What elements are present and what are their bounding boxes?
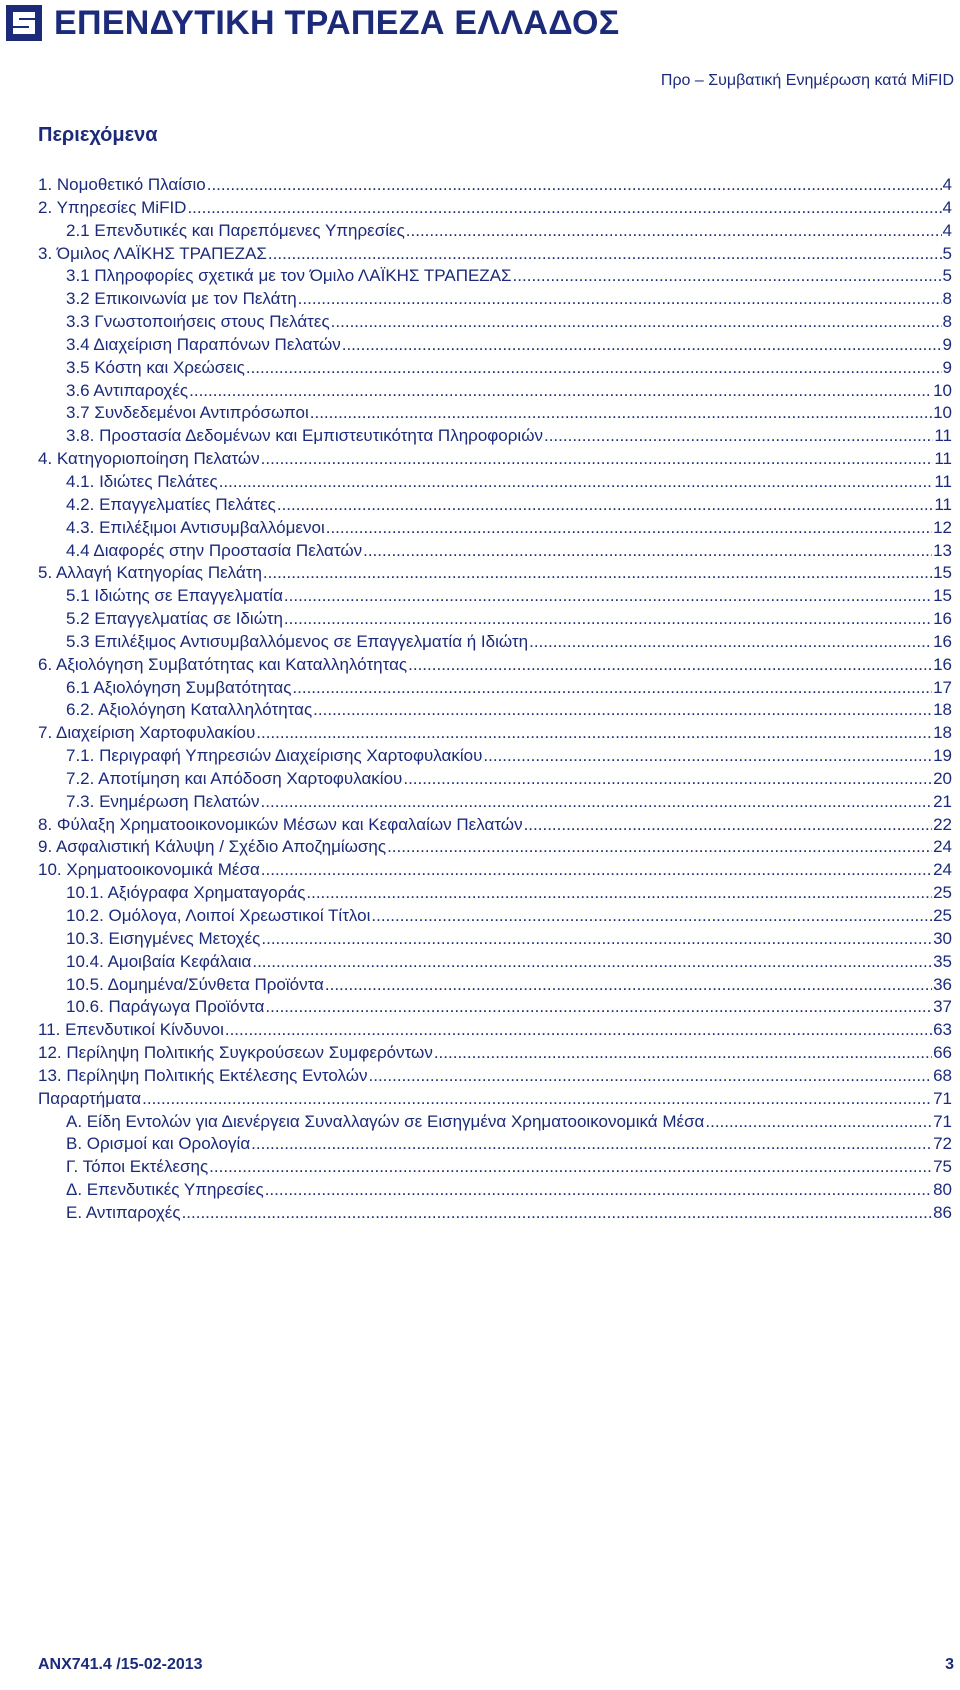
toc-entry-label: 10.5. Δομημένα/Σύνθετα Προϊόντα [66,974,324,994]
toc-entry[interactable] [38,905,952,928]
toc-entry-label: 12. Περίληψη Πολιτικής Συγκρούσεων Συμφερόντων [38,1043,433,1063]
toc-entry-label: 2. Υπηρεσίες MiFID [38,197,187,217]
toc-entry-label: 4. Κατηγοριοποίηση Πελατών [38,449,260,469]
toc-dot-leader [187,197,941,219]
toc-dot-leader [387,836,932,858]
toc-entry-label: 4.4 Διαφορές στην Προστασία Πελατών [66,540,363,560]
toc-entry-page: 15 [933,586,952,606]
toc-dot-leader [261,448,934,470]
toc-entry-page: 18 [933,700,952,720]
document-code: ANX741.4 /15-02-2013 [38,1656,203,1673]
toc-entry-label: 10.2. Ομόλογα, Λοιποί Χρεωστικοί Τίτλοι [66,906,371,925]
toc-entry-label: 8. Φύλαξη Χρηματοοικονομικών Μέσων και Κεφαλαίων Πελατών [38,814,523,834]
toc-entry[interactable] [38,1133,952,1156]
toc-entry[interactable] [38,334,952,357]
toc-entry[interactable] [38,220,952,243]
toc-entry[interactable] [38,1111,952,1134]
toc-entry[interactable] [38,517,952,540]
toc-entry-page: 16 [933,631,952,651]
toc-entry[interactable] [38,928,952,951]
toc-entry[interactable] [38,814,952,837]
toc-dot-leader [182,1202,933,1224]
toc-entry[interactable] [38,174,952,197]
toc-dot-leader [265,1179,932,1201]
toc-dot-leader [326,517,932,539]
toc-entry-page: 22 [933,814,952,834]
toc-entry-label: 5. Αλλαγή Κατηγορίας Πελάτη [38,563,262,583]
toc-entry[interactable] [38,380,952,403]
toc-dot-leader [277,494,934,516]
toc-title: Περιεχόμενα [38,124,158,146]
toc-dot-leader [403,768,932,790]
toc-entry-page: 30 [933,928,952,948]
toc-entry[interactable] [38,608,952,631]
toc-entry[interactable] [38,768,952,791]
toc-entry-page: 15 [933,563,952,583]
toc-entry-page: 9 [942,357,952,377]
toc-dot-leader [265,996,932,1018]
toc-entry-label: 3.6 Αντιπαροχές [66,380,189,400]
toc-dot-leader [513,265,942,287]
toc-entry[interactable] [38,951,952,974]
toc-entry-page: 71 [933,1111,952,1131]
toc-entry[interactable] [38,243,952,266]
toc-entry-label: 13. Περίληψη Πολιτικής Εκτέλεσης Εντολών [38,1065,368,1085]
page-header [6,4,620,42]
page-number: 3 [945,1656,954,1673]
toc-entry-label: 11. Επενδυτικοί Κίνδυνοι [38,1020,224,1040]
toc-entry-label: 6.1 Αξιολόγηση Συμβατότητας [66,677,292,697]
toc-entry-label: 4.3. Επιλέξιμοι Αντισυμβαλλόμενοι [66,517,325,537]
toc-entry-page: 16 [933,654,952,674]
toc-entry[interactable] [38,197,952,220]
toc-dot-leader [292,677,932,699]
toc-entry[interactable] [38,1019,952,1042]
toc-entry-page: 8 [942,289,952,309]
toc-entry-page: 80 [933,1180,952,1200]
bank-name: ΕΠΕΝΔΥΤΙΚΗ ΤΡΑΠΕΖΑ ΕΛΛΑΔΟΣ [54,3,620,42]
toc-dot-leader [306,882,932,904]
toc-entry-label: 3.7 Συνδεδεμένοι Αντιπρόσωποι [66,403,309,423]
toc-entry-page: 86 [933,1202,952,1222]
toc-entry-label: 3.5 Κόστη και Χρεώσεις [66,357,245,377]
toc-entry-label: Β. Ορισμοί και Ορολογία [66,1134,251,1154]
toc-entry[interactable] [38,448,952,471]
toc-entry-label: Ε. Αντιπαροχές [66,1202,181,1222]
toc-entry[interactable] [38,471,952,494]
toc-dot-leader [268,243,942,265]
toc-entry-page: 11 [934,426,952,446]
toc-entry[interactable] [38,562,952,585]
toc-entry[interactable] [38,745,952,768]
toc-dot-leader [252,951,932,973]
toc-dot-leader [209,1156,932,1178]
toc-dot-leader [261,791,933,813]
toc-dot-leader [342,334,942,356]
toc-entry-page: 71 [933,1088,952,1108]
toc-entry-label: 3. Όμιλος ΛΑΪΚΗΣ ΤΡΑΠΕΖΑΣ [38,243,267,263]
toc-entry-page: 21 [933,791,952,811]
toc-dot-leader [284,585,932,607]
toc-entry[interactable] [38,1042,952,1065]
toc-dot-leader [261,859,932,881]
toc-entry[interactable] [38,654,952,677]
toc-entry-page: 25 [933,883,952,903]
table-of-contents [38,174,952,1225]
toc-entry[interactable] [38,699,952,722]
toc-entry-label: Γ. Τόποι Εκτέλεσης [66,1157,209,1177]
toc-entry-page: 18 [933,723,952,743]
toc-entry-page: 66 [933,1043,952,1063]
toc-entry[interactable] [38,791,952,814]
toc-entry-label: 7. Διαχείριση Χαρτοφυλακίου [38,723,256,743]
toc-dot-leader [313,699,932,721]
toc-entry-page: 8 [942,312,952,332]
toc-entry-page: 12 [933,517,952,537]
toc-entry-page: 10 [933,403,952,423]
toc-entry[interactable] [38,585,952,608]
toc-entry-label: 4.1. Ιδιώτες Πελάτες [66,471,218,491]
toc-entry[interactable] [38,996,952,1019]
toc-entry-page: 4 [942,175,952,194]
toc-dot-leader [434,1042,932,1064]
toc-entry-label: Δ. Επενδυτικές Υπηρεσίες [66,1180,264,1200]
toc-entry[interactable] [38,1202,952,1225]
toc-entry[interactable] [38,1156,952,1179]
toc-dot-leader [251,1133,932,1155]
toc-dot-leader [261,928,932,950]
toc-dot-leader [483,745,932,767]
toc-entry-label: 5.1 Ιδιώτης σε Επαγγελματία [66,586,283,606]
toc-entry-page: 24 [933,837,952,857]
toc-entry-label: 9. Ασφαλιστική Κάλυψη / Σχέδιο Αποζημίωσης [38,837,387,857]
toc-entry-page: 20 [933,768,952,788]
toc-entry-label: 5.2 Επαγγελματίας σε Ιδιώτη [66,609,283,629]
toc-entry-page: 11 [934,449,952,469]
toc-entry[interactable] [38,1065,952,1088]
toc-entry[interactable] [38,402,952,425]
toc-entry[interactable] [38,836,952,859]
toc-entry-label: 10.3. Εισηγμένες Μετοχές [66,928,261,948]
toc-entry[interactable] [38,425,952,448]
toc-entry-label: 6. Αξιολόγηση Συμβατότητας και Καταλληλότητας [38,654,408,674]
toc-entry-page: 5 [942,266,952,286]
toc-entry-page: 72 [933,1134,952,1154]
toc-entry-page: 9 [942,334,952,354]
toc-dot-leader [369,1065,933,1087]
toc-entry[interactable] [38,540,952,563]
toc-entry[interactable] [38,288,952,311]
toc-dot-leader [189,380,932,402]
toc-entry-label: 5.3 Επιλέξιμος Αντισυμβαλλόμενος σε Επαγγελματία ή Ιδιώτη [66,631,529,651]
toc-dot-leader [331,311,942,333]
toc-entry-label: 3.8. Προστασία Δεδομένων και Εμπιστευτικότητα Πληροφοριών [66,426,543,446]
toc-dot-leader [310,402,932,424]
bank-logo-icon [6,5,42,41]
toc-entry-page: 35 [933,951,952,971]
document-subtitle: Προ – Συμβατική Ενημέρωση κατά MiFID [660,72,954,89]
toc-dot-leader [263,562,932,584]
toc-entry-label: 3.1 Πληροφορίες σχετικά με τον Όμιλο ΛΑΪΚΗΣ ΤΡΑΠΕΖΑΣ [66,266,512,286]
toc-dot-leader [256,722,932,744]
toc-entry-label: 4.2. Επαγγελματίες Πελάτες [66,494,276,514]
toc-entry[interactable] [38,311,952,334]
toc-entry[interactable] [38,677,952,700]
toc-dot-leader [406,220,942,242]
toc-entry-label: Α. Είδη Εντολών για Διενέργεια Συναλλαγών σε Εισηγμένα Χρηματοοικονομικά Μέσα [66,1111,705,1131]
toc-dot-leader [544,425,933,447]
toc-entry-page: 4 [942,220,952,240]
toc-entry-page: 16 [933,609,952,629]
toc-entry[interactable] [38,859,952,882]
toc-dot-leader [524,814,933,836]
toc-entry[interactable] [38,722,952,745]
toc-dot-leader [408,654,932,676]
toc-entry-label: 3.3 Γνωστοποιήσεις στους Πελάτες [66,312,330,332]
toc-entry-label: 2.1 Επενδυτικές και Παρεπόμενες Υπηρεσίες [66,220,405,240]
toc-entry-page: 24 [933,860,952,880]
toc-entry-page: 17 [933,677,952,697]
toc-entry-label: 7.1. Περιγραφή Υπηρεσιών Διαχείρισης Χαρτοφυλακίου [66,746,483,766]
toc-dot-leader [225,1019,932,1041]
toc-entry[interactable] [38,974,952,997]
toc-entry[interactable] [38,494,952,517]
toc-dot-leader [246,357,942,379]
toc-entry-label: 3.4 Διαχείριση Παραπόνων Πελατών [66,334,341,354]
toc-entry-label: 10.1. Αξιόγραφα Χρηματαγοράς [66,883,306,903]
toc-entry-page: 19 [933,746,952,766]
toc-entry[interactable] [38,631,952,654]
toc-entry-page: 68 [933,1065,952,1085]
toc-dot-leader [325,974,932,996]
toc-entry[interactable] [38,882,952,905]
toc-entry[interactable] [38,265,952,288]
toc-dot-leader [371,905,932,927]
toc-entry-page: 37 [933,997,952,1017]
toc-entry-label: 7.3. Ενημέρωση Πελατών [66,791,260,811]
toc-entry-label: Παραρτήματα [38,1088,142,1108]
toc-dot-leader [142,1088,932,1110]
toc-entry-label: 1. Νομοθετικό Πλαίσιο [38,175,206,194]
toc-entry-page: 63 [933,1020,952,1040]
toc-entry-label: 7.2. Αποτίμηση και Απόδοση Χαρτοφυλακίου [66,768,403,788]
toc-dot-leader [705,1111,932,1133]
toc-entry-page: 11 [934,494,952,514]
toc-entry[interactable] [38,1179,952,1202]
toc-dot-leader [207,174,942,196]
toc-entry-label: 6.2. Αξιολόγηση Καταλληλότητας [66,700,313,720]
toc-entry-page: 25 [933,906,952,925]
toc-entry-page: 13 [933,540,952,560]
toc-entry[interactable] [38,1088,952,1111]
toc-entry-page: 4 [942,197,952,217]
toc-entry-page: 10 [933,380,952,400]
toc-dot-leader [529,631,932,653]
toc-entry-label: 10. Χρηματοοικονομικά Μέσα [38,860,260,880]
toc-dot-leader [284,608,932,630]
toc-dot-leader [298,288,942,310]
toc-entry-page: 5 [942,243,952,263]
toc-entry-page: 11 [934,471,952,491]
toc-entry-page: 75 [933,1157,952,1177]
toc-entry[interactable] [38,357,952,380]
toc-entry-page: 36 [933,974,952,994]
toc-dot-leader [363,540,932,562]
toc-dot-leader [219,471,934,493]
toc-entry-label: 3.2 Επικοινωνία με τον Πελάτη [66,289,297,309]
toc-entry-label: 10.4. Αμοιβαία Κεφάλαια [66,951,252,971]
toc-entry-label: 10.6. Παράγωγα Προϊόντα [66,997,265,1017]
